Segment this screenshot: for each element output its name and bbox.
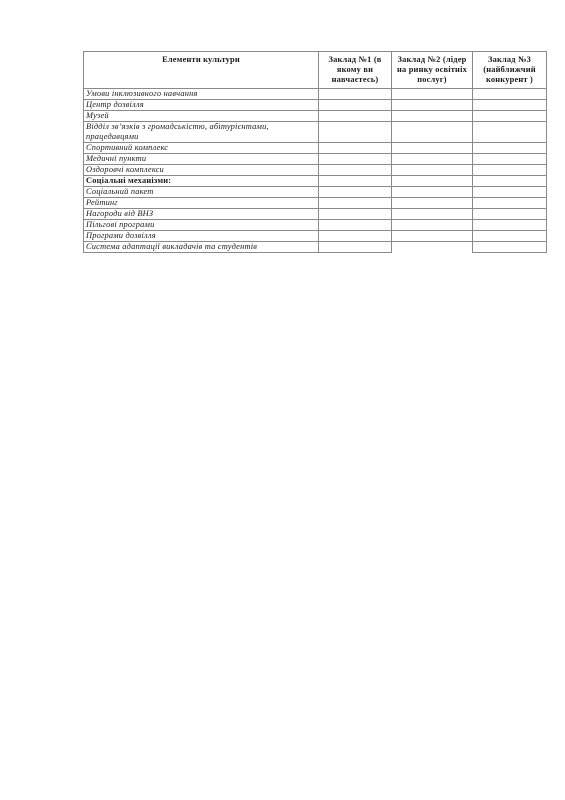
table-row bbox=[84, 100, 547, 111]
cell-institution-3[interactable] bbox=[473, 143, 547, 154]
cell-institution-2[interactable] bbox=[392, 176, 473, 187]
row-label: Відділ зв’язків з громадськістю, абітурієнтами, працедавцями bbox=[84, 122, 319, 143]
cell-institution-3[interactable] bbox=[473, 176, 547, 187]
row-label: Музей bbox=[84, 111, 319, 122]
table-row bbox=[84, 89, 547, 100]
row-label: Пільгові програми bbox=[84, 220, 319, 231]
cell-institution-2[interactable] bbox=[392, 111, 473, 122]
cell-institution-2[interactable] bbox=[392, 122, 473, 143]
cell-institution-2[interactable] bbox=[392, 242, 473, 253]
row-label: Оздоровчі комплекси bbox=[84, 165, 319, 176]
row-label: Рейтинг bbox=[84, 198, 319, 209]
row-label: Нагороди від ВНЗ bbox=[84, 209, 319, 220]
cell-institution-3[interactable] bbox=[473, 198, 547, 209]
row-label: Медичні пункти bbox=[84, 154, 319, 165]
cell-institution-1[interactable] bbox=[319, 198, 392, 209]
cell-institution-1[interactable] bbox=[319, 231, 392, 242]
section-label: Соціальні механізми: bbox=[84, 176, 319, 187]
cell-institution-2[interactable] bbox=[392, 231, 473, 242]
cell-institution-1[interactable] bbox=[319, 165, 392, 176]
cell-institution-1[interactable] bbox=[319, 176, 392, 187]
cell-institution-1[interactable] bbox=[319, 209, 392, 220]
cell-institution-1[interactable] bbox=[319, 122, 392, 143]
table-row bbox=[84, 122, 547, 143]
cell-institution-1[interactable] bbox=[319, 187, 392, 198]
header-culture-elements: Елементи культури bbox=[84, 52, 319, 89]
table-row bbox=[84, 154, 547, 165]
cell-institution-1[interactable] bbox=[319, 111, 392, 122]
table-row bbox=[84, 242, 547, 253]
cell-institution-3[interactable] bbox=[473, 100, 547, 111]
header-institution-3: Заклад №3 (найближчий конкурент ) bbox=[473, 52, 547, 89]
cell-institution-2[interactable] bbox=[392, 89, 473, 100]
table-row bbox=[84, 111, 547, 122]
table-section-row bbox=[84, 176, 547, 187]
table-row bbox=[84, 187, 547, 198]
cell-institution-3[interactable] bbox=[473, 187, 547, 198]
cell-institution-2[interactable] bbox=[392, 220, 473, 231]
table-row bbox=[84, 165, 547, 176]
cell-institution-2[interactable] bbox=[392, 209, 473, 220]
cell-institution-3[interactable] bbox=[473, 209, 547, 220]
cell-institution-3[interactable] bbox=[473, 89, 547, 100]
header-institution-1: Заклад №1 (в якому ви навчаєтесь) bbox=[319, 52, 392, 89]
table-header-row bbox=[84, 52, 547, 89]
cell-institution-1[interactable] bbox=[319, 143, 392, 154]
row-label: Система адаптації викладачів та студентів bbox=[84, 242, 319, 253]
table-row bbox=[84, 198, 547, 209]
table-row bbox=[84, 231, 547, 242]
row-label: Умови інклюзивного навчання bbox=[84, 89, 319, 100]
cell-institution-2[interactable] bbox=[392, 143, 473, 154]
cell-institution-3[interactable] bbox=[473, 122, 547, 143]
table-row bbox=[84, 143, 547, 154]
table-row bbox=[84, 220, 547, 231]
cell-institution-3[interactable] bbox=[473, 220, 547, 231]
cell-institution-1[interactable] bbox=[319, 154, 392, 165]
cell-institution-2[interactable] bbox=[392, 100, 473, 111]
cell-institution-3[interactable] bbox=[473, 111, 547, 122]
cell-institution-1[interactable] bbox=[319, 220, 392, 231]
cell-institution-1[interactable] bbox=[319, 242, 392, 253]
cell-institution-1[interactable] bbox=[319, 89, 392, 100]
cell-institution-3[interactable] bbox=[473, 231, 547, 242]
row-label: Центр дозвілля bbox=[84, 100, 319, 111]
row-label: Соціальний пакет bbox=[84, 187, 319, 198]
row-label: Програми дозвілля bbox=[84, 231, 319, 242]
cell-institution-2[interactable] bbox=[392, 154, 473, 165]
cell-institution-3[interactable] bbox=[473, 154, 547, 165]
culture-elements-table bbox=[83, 51, 547, 253]
row-label: Спортивний комплекс bbox=[84, 143, 319, 154]
cell-institution-1[interactable] bbox=[319, 100, 392, 111]
cell-institution-3[interactable] bbox=[473, 242, 547, 253]
cell-institution-3[interactable] bbox=[473, 165, 547, 176]
cell-institution-2[interactable] bbox=[392, 198, 473, 209]
cell-institution-2[interactable] bbox=[392, 165, 473, 176]
table-row bbox=[84, 209, 547, 220]
header-institution-2: Заклад №2 (лідер на ринку освітніх послуг) bbox=[392, 52, 473, 89]
cell-institution-2[interactable] bbox=[392, 187, 473, 198]
